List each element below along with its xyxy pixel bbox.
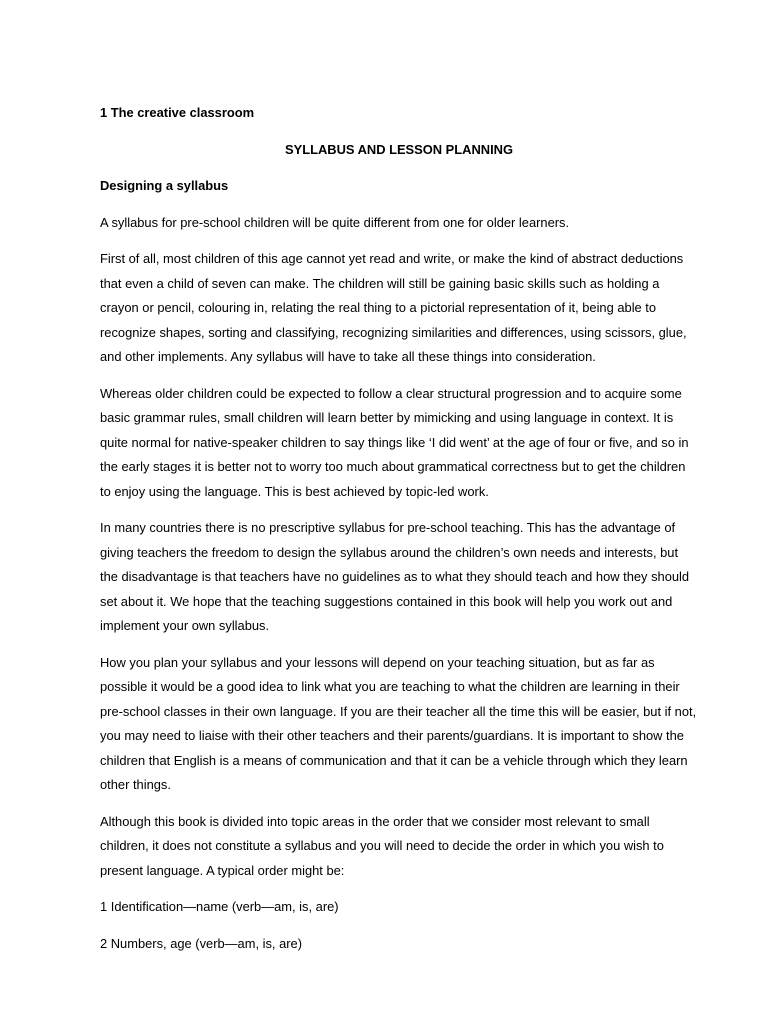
paragraph-intro: A syllabus for pre-school children will be quite different from one for older learners. <box>100 214 570 230</box>
paragraph-prescriptive-syllabus: In many countries there is no prescriptive syllabus for pre-school teaching. This has the advantage of giving teachers the freedom to design the syllabus around the children’s own needs and interests, but the disadvantage is that teachers have no guidelines as to what they should teach and how they should set about it. We hope that the teaching suggestions contained in this book will help you work out and implement your own syllabus. <box>100 520 690 633</box>
subsection-heading: Designing a syllabus <box>100 178 229 193</box>
chapter-heading: 1 The creative classroom <box>100 105 255 120</box>
paragraph-planning: How you plan your syllabus and your lessons will depend on your teaching situation, but as far as possible it would be a good idea to link what you are teaching to what the children are learning in their pre-school classes in their own language. If you are their teacher all the time this will be easier, but if not, you may need to liaise with their other teachers and their parents/guardians. It is important to show the children that English is a means of communication and that it can be a vehicle through which they learn other things. <box>100 654 697 792</box>
list-item-identification: 1 Identification—name (verb—am, is, are) <box>100 899 339 914</box>
paragraph-topic-order: Although this book is divided into topic areas in the order that we consider most relevant to small children, it does not constitute a syllabus and you will need to decide the order in which you wish to present language. A typical order might be: <box>100 813 664 878</box>
section-title: SYLLABUS AND LESSON PLANNING <box>285 141 513 157</box>
paragraph-basic-skills: First of all, most children of this age cannot yet read and write, or make the kind of abstract deductions that even a child of seven can make. The children will still be gaining basic skills such as holding a crayon or pencil, colouring in, relating the real thing to a pictorial representation of it, being able to recognize shapes, sorting and classifying, recognizing similarities and differences, using scissors, glue, and other implements. Any syllabus will have to take all these things into consideration. <box>100 251 687 364</box>
list-item-numbers-age: 2 Numbers, age (verb—am, is, are) <box>100 935 303 951</box>
document-body <box>100 101 698 956</box>
paragraph-language-in-context: Whereas older children could be expected to follow a clear structural progression and to acquire some basic grammar rules, small children will learn better by mimicking and using language in context. It is quite normal for native-speaker children to say things like ‘I did went’ at the age of four or five, and so in the early stages it is better not to worry too much about grammatical correctness but to get the children to enjoy using the language. This is best achieved by topic-led work. <box>100 385 689 499</box>
